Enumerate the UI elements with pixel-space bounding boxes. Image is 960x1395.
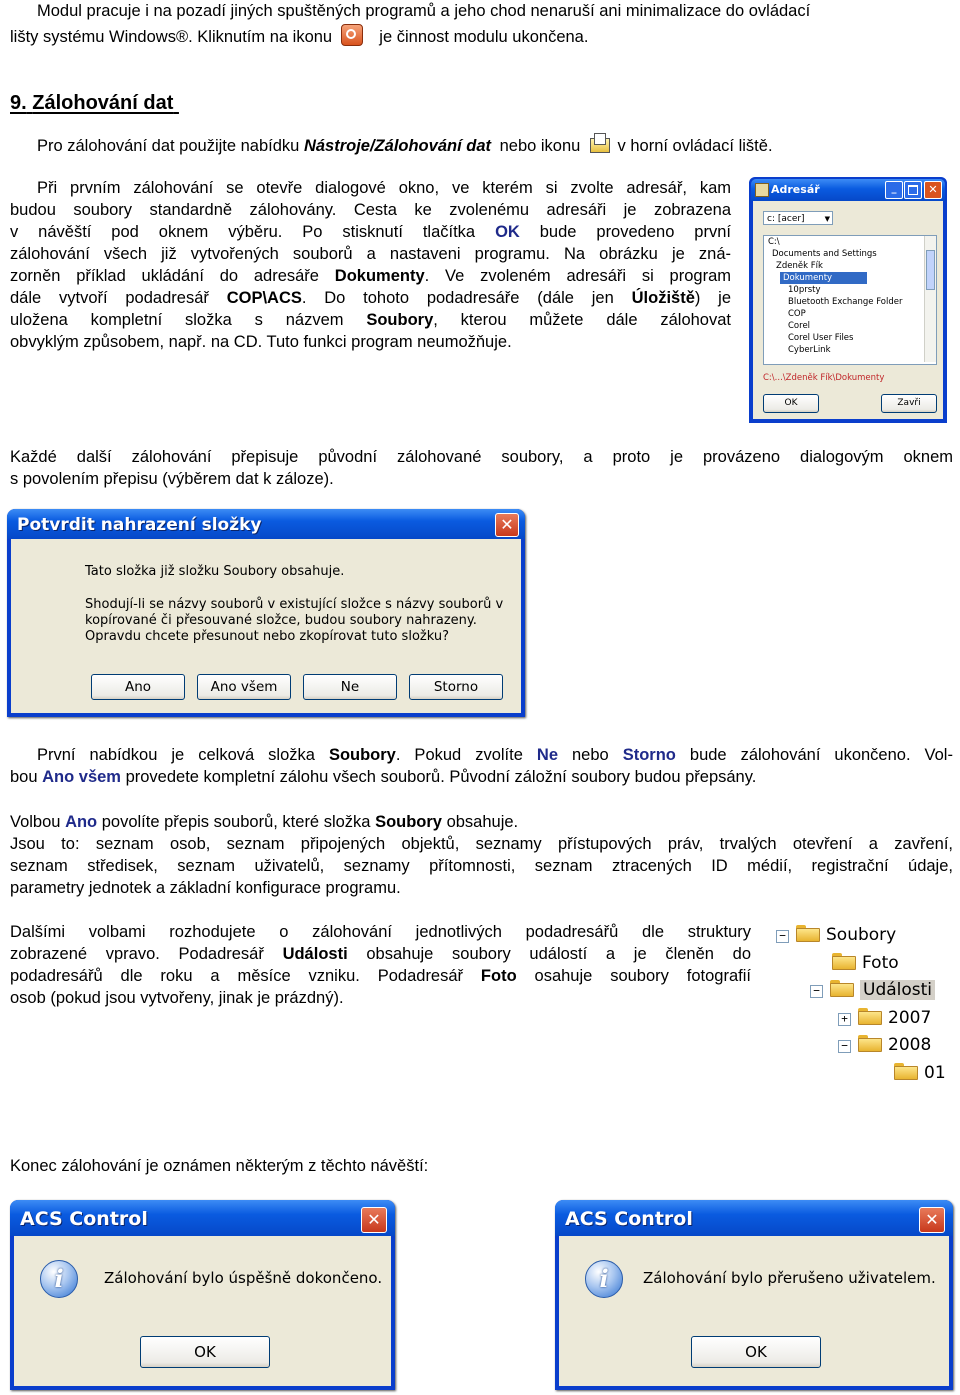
subfolder-paragraph: Dalšími volbami rozhodujete o zálohování jednotlivých podadresářů dle struktury zobrazené vpravo. Podadresář Události obsahuje soubory událostí a je členěn do podadresářů dle roku a měsíce vzniku. Podadresář Foto osahuje soubory fotografií osob (pokud jsou vytvořeny, jinak je prázdný). <box>10 923 751 1007</box>
first-backup-paragraph: Při prvním zálohování se otevře dialogové okno, ve kterém si zvolte adresář, kam budou soubory standardně zálohovány. Cesta ke zvolenému adresáři je zobrazena v návěští pod oknem výběru. Po stisknutí tlačítka OK bude provedeno první zálohování všech již vytvořených souborů a nastaveni programu. Na obrázku je zná- zorněn příklad ukládání do adresáře Dokumenty. Ve zvoleném adresáři si program dále vytvoří podadresář COP\ACS. Do tohoto podadresáře (dále jen Úložiště) je uložena kompletní složka s názvem Soubory, kterou můžete dále zálohovat obvyklým způsobem, např. na CD. Tuto funkci program neumožňuje. <box>10 179 732 351</box>
backup-icon[interactable] <box>589 133 609 153</box>
folder-icon <box>894 1063 918 1080</box>
folder-icon <box>858 1008 882 1025</box>
info-icon: i <box>40 1260 78 1298</box>
adresar-dialog <box>749 177 947 423</box>
folder-tree <box>776 922 946 1087</box>
adresar-app-icon <box>755 183 769 197</box>
folder-list[interactable] <box>763 235 937 365</box>
cancel-button[interactable]: Storno <box>409 674 503 700</box>
intro-line-2: lišty systému Windows®. Kliknutím na ikonu je činnost modulu ukončena. <box>10 24 588 48</box>
close-icon[interactable]: ✕ <box>361 1207 387 1233</box>
intro-paragraph <box>37 0 953 22</box>
tree-node-foto[interactable]: Foto <box>776 950 946 978</box>
success-message: Zálohování bylo úspěšně dokončeno. <box>104 1269 383 1287</box>
scroll-thumb[interactable] <box>926 250 935 290</box>
folder-icon <box>830 980 854 997</box>
tree-node-01[interactable]: 01 <box>776 1060 946 1088</box>
section-heading: 9. Zálohování dat <box>10 92 174 114</box>
tree-item[interactable]: Bluetooth Exchange Folder <box>788 297 903 307</box>
tree-item[interactable]: COP <box>788 309 806 319</box>
path-label: C:\...\Zdeněk Fík\Dokumenty <box>763 373 885 383</box>
options-paragraph: První nabídkou je celková složka Soubory. Pokud zvolíte Ne nebo Storno bude zálohování ukončeno. Vol- bou Ano všem provedete kompletní zálohu všech souborů. Původní záložní soubory budou přepsány. <box>10 746 953 786</box>
yes-paragraph: Volbou Ano povolíte přepis souborů, které složka Soubory obsahuje. Jsou to: seznam osob, seznam připojených objektů, seznamy přístupových práv, trvalých otevření a zavření, seznam středisek, seznam uživatelů, seznamy přítomnosti, seznam ztracených ID médií, registrační údaje, parametry jednotek a základní konfigurace programu. <box>10 813 953 897</box>
close-icon[interactable]: ✕ <box>919 1207 945 1233</box>
tree-item[interactable]: Corel User Files <box>788 333 854 343</box>
tree-item[interactable]: 10prsty <box>788 285 821 295</box>
ok-keyword: OK <box>495 223 520 241</box>
close-icon[interactable]: ✕ <box>495 513 519 537</box>
tree-item[interactable]: Zdeněk Fík <box>776 261 823 271</box>
success-ok-button[interactable]: OK <box>140 1336 270 1368</box>
adresar-close-button[interactable]: Zavři <box>881 394 937 413</box>
tree-item[interactable]: Corel <box>788 321 811 331</box>
tree-node-udalosti[interactable] <box>776 977 946 1005</box>
adresar-ok-button[interactable]: OK <box>763 394 819 413</box>
menu-path: Nástroje/Zálohování dat <box>303 137 491 155</box>
success-dialog <box>10 1200 395 1390</box>
interrupted-ok-button[interactable]: OK <box>691 1336 821 1368</box>
tree-item-selected[interactable]: Dokumenty <box>780 272 867 284</box>
interrupted-title: ACS Control <box>565 1208 693 1230</box>
no-button[interactable]: Ne <box>303 674 397 700</box>
adresar-title: Adresář <box>771 183 820 196</box>
collapse-icon[interactable]: − <box>776 930 789 943</box>
end-paragraph: Konec zálohování je oznámen některým z těchto návěští: <box>10 1157 429 1175</box>
folder-icon <box>858 1035 882 1052</box>
tree-item[interactable]: C:\ <box>768 237 780 247</box>
interrupted-message: Zálohování bylo přerušeno uživatelem. <box>643 1269 936 1287</box>
confirm-message-1: Tato složka již složku Soubory obsahuje. <box>85 564 345 579</box>
tree-node-soubory[interactable]: − Soubory <box>776 922 946 950</box>
success-titlebar <box>10 1200 395 1236</box>
maximize-button[interactable] <box>904 181 922 199</box>
drive-select[interactable]: c: [acer] ▼ <box>763 211 833 225</box>
tree-node-2008[interactable]: − 2008 <box>776 1032 946 1060</box>
interrupted-titlebar <box>555 1200 953 1236</box>
confirm-title: Potvrdit nahrazení složky <box>17 515 262 535</box>
stop-module-icon[interactable] <box>341 24 363 46</box>
confirm-titlebar <box>7 509 525 539</box>
close-button[interactable]: ✕ <box>924 181 942 199</box>
success-title: ACS Control <box>20 1208 148 1230</box>
adresar-titlebar <box>751 179 945 201</box>
tree-item[interactable]: CyberLink <box>788 345 831 355</box>
confirm-message-2: Shodují-li se názvy souborů v existující složce s názvy souborů v kopírované či přesouvané složce, budou soubory nahrazeny. Opravdu chcete přesunout nebo zkopírovat tuto složku? <box>85 597 504 644</box>
each-backup-paragraph: Každé další zálohování přepisuje původní zálohované soubory, a proto je provázeno dialogovým oknem s povolením přepisu (výběrem dat k záloze). <box>10 448 953 488</box>
folder-icon <box>796 925 820 942</box>
selected-label: Události <box>860 980 935 1000</box>
tree-item[interactable]: Documents and Settings <box>772 249 877 259</box>
scrollbar[interactable] <box>924 236 936 362</box>
yes-button[interactable]: Ano <box>91 674 185 700</box>
confirm-dialog <box>7 509 525 717</box>
chevron-down-icon: ▼ <box>824 215 830 223</box>
folder-icon <box>832 953 856 970</box>
intro-line-1: Modul pracuje i na pozadí jiných spuštěných programů a jeho chod nenaruší ani minimalizace do ovládací <box>37 2 811 20</box>
yes-all-button[interactable]: Ano všem <box>197 674 291 700</box>
minimize-button[interactable]: _ <box>885 181 903 199</box>
interrupted-dialog <box>555 1200 953 1390</box>
menu-paragraph: Pro zálohování dat použijte nabídku Nástroje/Zálohování dat nebo ikonu v horní ovládací liště. <box>37 133 773 157</box>
collapse-icon[interactable]: − <box>810 985 823 998</box>
collapse-icon[interactable]: − <box>838 1040 851 1053</box>
tree-node-2007[interactable]: + 2007 <box>776 1005 946 1033</box>
expand-icon[interactable]: + <box>838 1013 851 1026</box>
info-icon: i <box>585 1260 623 1298</box>
